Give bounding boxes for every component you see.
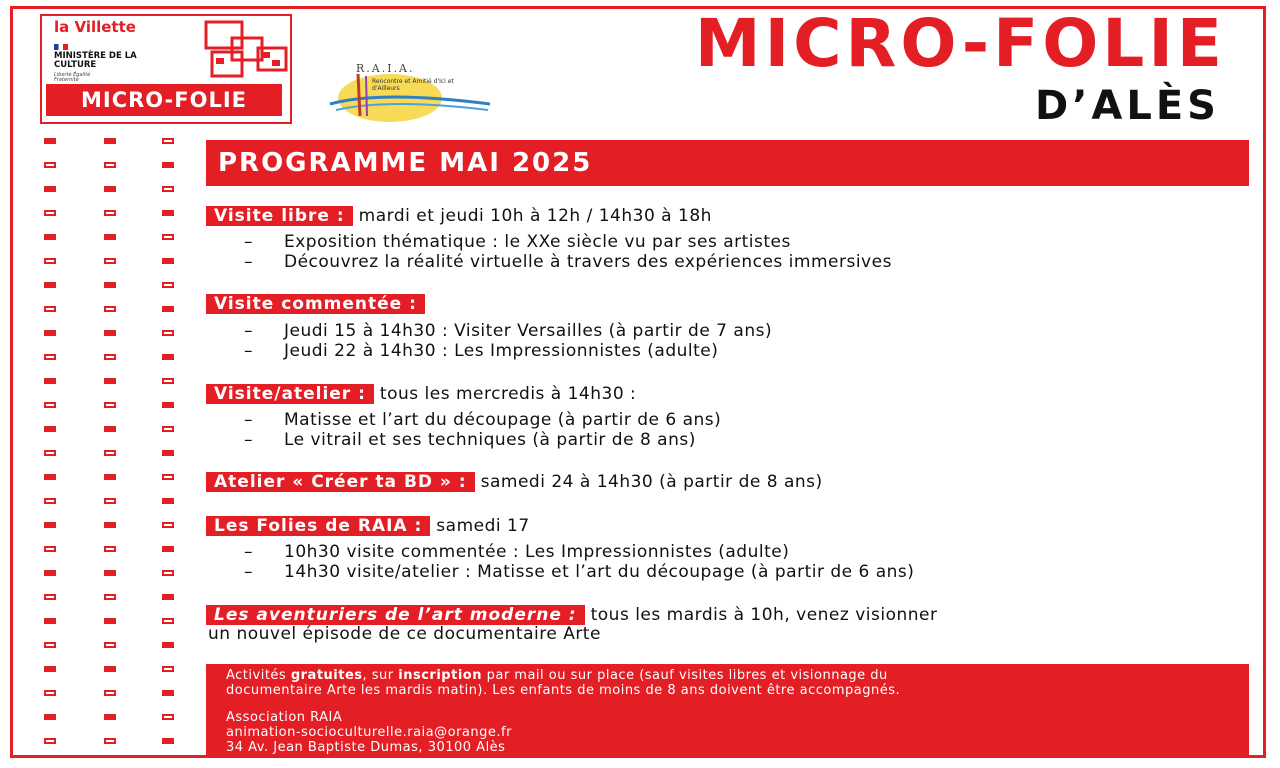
decorative-dot xyxy=(162,186,174,192)
decorative-dot xyxy=(162,642,174,648)
footer-address: 34 Av. Jean Baptiste Dumas, 30100 Alès xyxy=(226,740,506,755)
decorative-dot xyxy=(44,690,56,696)
list-item: – Jeudi 15 à 14h30 : Visiter Versailles (à partir de 7 ans) xyxy=(244,321,773,341)
footer-info xyxy=(206,664,1249,756)
decorative-dot xyxy=(44,642,56,648)
decorative-dot xyxy=(162,570,174,576)
decorative-dot xyxy=(162,474,174,480)
decorative-dot xyxy=(162,378,174,384)
la-villette-brand: la Villette xyxy=(54,18,136,36)
decorative-dot xyxy=(44,258,56,264)
decorative-dot xyxy=(44,282,56,288)
decorative-dot xyxy=(162,282,174,288)
section-items xyxy=(244,321,772,361)
section-text: tous les mercredis à 14h30 : xyxy=(379,384,637,404)
decorative-dot xyxy=(104,450,116,456)
footer-email: animation-socioculturelle.raia@orange.fr xyxy=(226,725,512,740)
list-item: – 10h30 visite commentée : Les Impressionnistes (adulte) xyxy=(244,542,790,562)
decorative-dot xyxy=(44,522,56,528)
section-aventuriers xyxy=(206,605,937,625)
decorative-dot xyxy=(44,186,56,192)
decorative-dot xyxy=(44,162,56,168)
decorative-dot xyxy=(162,162,174,168)
section-label: Visite commentée : xyxy=(206,294,425,314)
list-item: – Le vitrail et ses techniques (à partir de 8 ans) xyxy=(244,430,696,450)
raia-logo xyxy=(320,60,495,124)
section-visite-atelier xyxy=(206,384,636,404)
decorative-dot xyxy=(44,498,56,504)
decorative-dot xyxy=(104,594,116,600)
list-item: – Exposition thématique : le XXe siècle vu par ses artistes xyxy=(244,232,791,252)
ministry-label: MINISTÈRE DE LA CULTURE xyxy=(54,51,137,70)
decorative-dot xyxy=(104,474,116,480)
section-label: Visite/atelier : xyxy=(206,384,374,404)
section-items xyxy=(244,542,914,582)
program-title: PROGRAMME MAI 2025 xyxy=(218,148,593,178)
decorative-dot xyxy=(162,594,174,600)
decorative-dot xyxy=(162,306,174,312)
cubes-icon xyxy=(202,18,292,82)
ministry-motto: Liberté Égalité Fraternité xyxy=(54,72,91,83)
decorative-dot xyxy=(162,210,174,216)
section-text-continuation: un nouvel épisode de ce documentaire Arte xyxy=(208,624,601,644)
raia-name: R.A.I.A. xyxy=(356,62,415,75)
section-visite-libre xyxy=(206,206,712,226)
decorative-dot xyxy=(162,330,174,336)
decorative-dot xyxy=(104,738,116,744)
decorative-dot xyxy=(162,138,174,144)
decorative-dot xyxy=(162,498,174,504)
section-visite-commentee xyxy=(206,294,431,314)
section-atelier-bd xyxy=(206,472,823,492)
decorative-dot xyxy=(104,306,116,312)
main-title: MICRO-FOLIE xyxy=(694,5,1226,82)
section-items xyxy=(244,410,721,450)
decorative-dot xyxy=(104,498,116,504)
decorative-dot xyxy=(44,138,56,144)
decorative-dot xyxy=(44,330,56,336)
list-item: – 14h30 visite/atelier : Matisse et l’art du découpage (à partir de 6 ans) xyxy=(244,562,915,582)
decorative-dot xyxy=(44,546,56,552)
section-label: Les aventuriers de l’art moderne : xyxy=(206,605,585,625)
decorative-dot xyxy=(104,138,116,144)
decorative-dot xyxy=(44,378,56,384)
decorative-dot xyxy=(104,570,116,576)
decorative-dot xyxy=(162,618,174,624)
decorative-dot xyxy=(104,426,116,432)
decorative-dot xyxy=(162,354,174,360)
decorative-dot xyxy=(104,402,116,408)
decorative-dot xyxy=(162,402,174,408)
decorative-dot xyxy=(104,162,116,168)
french-flag-icon xyxy=(54,44,68,50)
raia-subtitle: Rencontre et Amitié d'Ici et d'Ailleurs xyxy=(372,78,454,92)
decorative-dot xyxy=(104,546,116,552)
decorative-dot xyxy=(104,258,116,264)
decorative-dot xyxy=(44,618,56,624)
decorative-dot xyxy=(162,666,174,672)
decorative-dot xyxy=(104,378,116,384)
section-label: Visite libre : xyxy=(206,206,353,226)
decorative-dot xyxy=(44,450,56,456)
section-text: samedi 24 à 14h30 (à partir de 8 ans) xyxy=(480,472,823,492)
decorative-dot xyxy=(104,666,116,672)
section-text: tous les mardis à 10h, venez visionner xyxy=(590,605,938,625)
section-text: samedi 17 xyxy=(436,516,530,536)
decorative-dot xyxy=(44,666,56,672)
list-item: – Jeudi 22 à 14h30 : Les Impressionnistes (adulte) xyxy=(244,341,719,361)
section-label: Atelier « Créer ta BD » : xyxy=(206,472,475,492)
list-item: – Découvrez la réalité virtuelle à travers des expériences immersives xyxy=(244,252,892,272)
decorative-dot xyxy=(104,690,116,696)
footer-line-2: documentaire Arte les mardis matin). Les enfants de moins de 8 ans doivent être accompagnés. xyxy=(226,683,901,698)
decorative-dot xyxy=(162,738,174,744)
decorative-dot xyxy=(162,234,174,240)
decorative-dot xyxy=(104,234,116,240)
section-folies-raia xyxy=(206,516,530,536)
decorative-dot xyxy=(104,330,116,336)
decorative-dot xyxy=(44,234,56,240)
decorative-dot xyxy=(44,714,56,720)
decorative-dot xyxy=(162,426,174,432)
section-label: Les Folies de RAIA : xyxy=(206,516,430,536)
decorative-dot xyxy=(162,450,174,456)
section-text: mardi et jeudi 10h à 12h / 14h30 à 18h xyxy=(358,206,712,226)
decorative-dot xyxy=(104,642,116,648)
subtitle: D’ALÈS xyxy=(1035,83,1220,129)
micro-folie-logo xyxy=(40,14,292,124)
decorative-dot xyxy=(104,186,116,192)
decorative-dot xyxy=(44,402,56,408)
decorative-dot xyxy=(44,474,56,480)
decorative-dot xyxy=(104,618,116,624)
footer-line-1: Activités gratuites, sur inscription par mail ou sur place (sauf visites libres et visionnage du xyxy=(226,668,888,683)
decorative-dot xyxy=(104,354,116,360)
section-items xyxy=(244,232,892,272)
decorative-dot xyxy=(44,594,56,600)
decorative-dot xyxy=(44,210,56,216)
decorative-dot xyxy=(44,306,56,312)
decorative-dot xyxy=(104,282,116,288)
decorative-dot xyxy=(162,522,174,528)
decorative-dot xyxy=(44,354,56,360)
list-item: – Matisse et l’art du découpage (à partir de 6 ans) xyxy=(244,410,722,430)
decorative-dot xyxy=(104,522,116,528)
decorative-dot xyxy=(162,690,174,696)
micro-folie-banner: MICRO-FOLIE xyxy=(46,84,282,116)
footer-association: Association RAIA xyxy=(226,710,343,725)
program-header xyxy=(206,140,1249,186)
decorative-dot xyxy=(162,546,174,552)
decorative-dot xyxy=(162,258,174,264)
decorative-dot xyxy=(44,570,56,576)
decorative-dot xyxy=(162,714,174,720)
decorative-dot xyxy=(44,426,56,432)
decorative-dot xyxy=(104,210,116,216)
decorative-dot xyxy=(44,738,56,744)
decorative-dot xyxy=(104,714,116,720)
